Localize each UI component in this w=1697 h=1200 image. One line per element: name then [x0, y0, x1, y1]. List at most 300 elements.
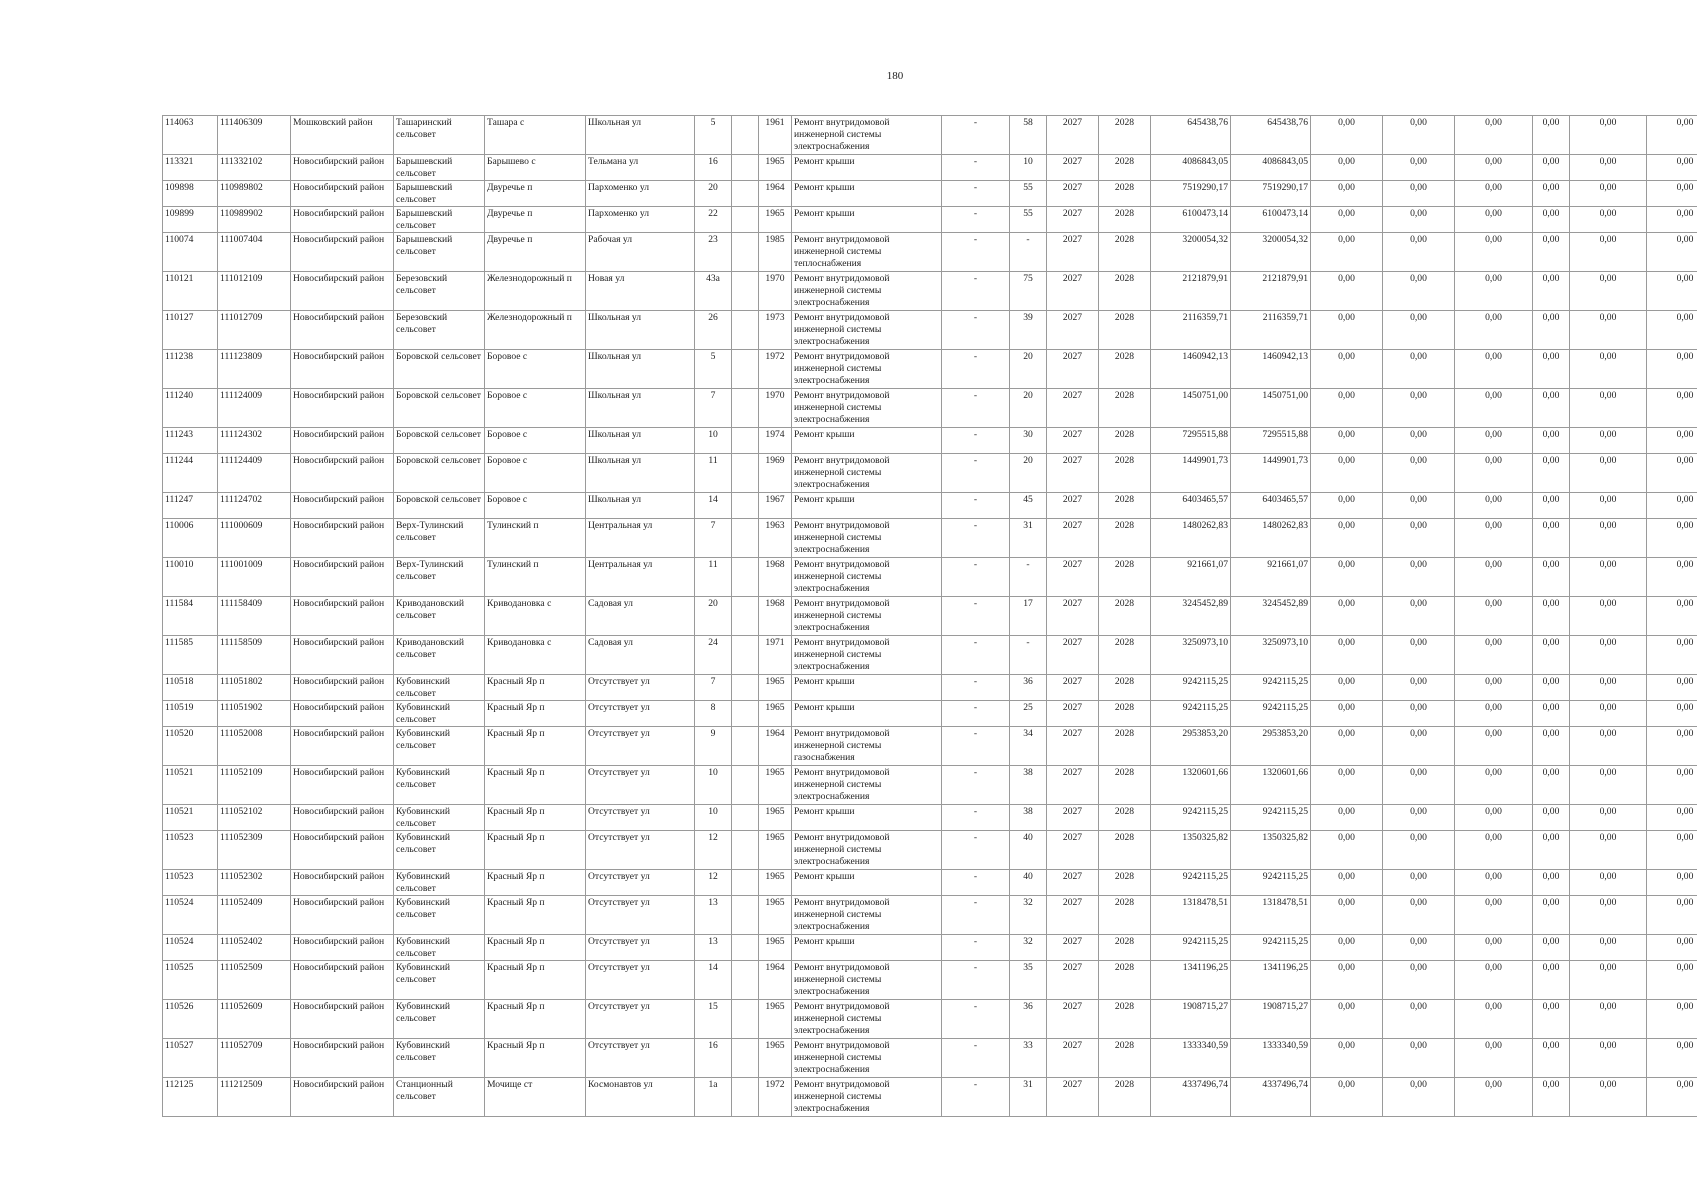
municipality-cell: Криводановский сельсовет: [394, 597, 485, 636]
cost-zero-4-cell: 0,00: [1533, 701, 1570, 727]
cost-zero-5-cell: 0,00: [1570, 831, 1647, 870]
cost-zero-3-cell: 0,00: [1455, 597, 1533, 636]
fund-cost-cell: 7519290,17: [1231, 181, 1311, 207]
cost-zero-5-cell: 0,00: [1570, 272, 1647, 311]
cost-zero-2-cell: 0,00: [1383, 1078, 1455, 1117]
build-year-cell: 1964: [759, 727, 792, 766]
cost-zero-1-cell: 0,00: [1311, 1000, 1383, 1039]
cost-zero-2-cell: 0,00: [1383, 519, 1455, 558]
cost-zero-3-cell: 0,00: [1455, 831, 1533, 870]
cost-zero-6-cell: 0,00: [1647, 311, 1697, 350]
municipality-cell: Криводановский сельсовет: [394, 636, 485, 675]
build-year-cell: 1971: [759, 636, 792, 675]
cost-zero-3-cell: 0,00: [1455, 493, 1533, 519]
municipality-cell: Кубовинский сельсовет: [394, 870, 485, 896]
work-type-cell: Ремонт внутридомовой инженерной системы электроснабжения: [792, 766, 942, 805]
house-code-cell: 111158509: [218, 636, 291, 675]
cost-zero-5-cell: 0,00: [1570, 935, 1647, 961]
street-cell: Отсутствует ул: [586, 961, 695, 1000]
table-row: [163, 597, 1697, 636]
building-cell: [732, 428, 759, 454]
total-cost-cell: 6100473,14: [1151, 207, 1231, 233]
cost-zero-6-cell: 0,00: [1647, 389, 1697, 428]
fund-cost-cell: 2121879,91: [1231, 272, 1311, 311]
table-row: [163, 350, 1697, 389]
cost-zero-2-cell: 0,00: [1383, 636, 1455, 675]
house-code-cell: 111012709: [218, 311, 291, 350]
dash-cell-cell: -: [942, 766, 1010, 805]
cost-zero-4-cell: 0,00: [1533, 805, 1570, 831]
work-type-cell: Ремонт крыши: [792, 155, 942, 181]
total-cost-cell: 1460942,13: [1151, 350, 1231, 389]
build-year-cell: 1985: [759, 233, 792, 272]
dash-cell-cell: -: [942, 870, 1010, 896]
build-year-cell: 1965: [759, 766, 792, 805]
apartments-cell: 33: [1010, 1039, 1047, 1078]
building-cell: [732, 1000, 759, 1039]
cost-zero-1-cell: 0,00: [1311, 961, 1383, 1000]
table-row: [163, 272, 1697, 311]
street-cell: Садовая ул: [586, 597, 695, 636]
settlement-cell: Боровое с: [485, 389, 586, 428]
cost-zero-4-cell: 0,00: [1533, 350, 1570, 389]
cost-zero-5-cell: 0,00: [1570, 870, 1647, 896]
build-year-cell: 1965: [759, 896, 792, 935]
end-year-cell: 2028: [1099, 454, 1151, 493]
object-id-cell: 109899: [163, 207, 218, 233]
municipality-cell: Кубовинский сельсовет: [394, 1039, 485, 1078]
municipality-cell: Березовский сельсовет: [394, 311, 485, 350]
page-number: 180: [886, 70, 904, 82]
building-cell: [732, 311, 759, 350]
settlement-cell: Барышево с: [485, 155, 586, 181]
cost-zero-1-cell: 0,00: [1311, 454, 1383, 493]
end-year-cell: 2028: [1099, 675, 1151, 701]
cost-zero-5-cell: 0,00: [1570, 675, 1647, 701]
cost-zero-6-cell: 0,00: [1647, 636, 1697, 675]
street-cell: Школьная ул: [586, 389, 695, 428]
house-code-cell: 111212509: [218, 1078, 291, 1117]
dash-cell-cell: -: [942, 519, 1010, 558]
house-number-cell: 15: [695, 1000, 732, 1039]
house-code-cell: 111158409: [218, 597, 291, 636]
house-code-cell: 111000609: [218, 519, 291, 558]
cost-zero-1-cell: 0,00: [1311, 116, 1383, 155]
work-type-cell: Ремонт внутридомовой инженерной системы электроснабжения: [792, 597, 942, 636]
cost-zero-4-cell: 0,00: [1533, 1039, 1570, 1078]
district-cell: Новосибирский район: [291, 675, 394, 701]
settlement-cell: Боровое с: [485, 428, 586, 454]
district-cell: Новосибирский район: [291, 311, 394, 350]
build-year-cell: 1965: [759, 207, 792, 233]
object-id-cell: 110524: [163, 896, 218, 935]
build-year-cell: 1965: [759, 935, 792, 961]
table-row: [163, 519, 1697, 558]
house-code-cell: 111007404: [218, 233, 291, 272]
total-cost-cell: 9242115,25: [1151, 870, 1231, 896]
apartments-cell: 20: [1010, 454, 1047, 493]
municipality-cell: Кубовинский сельсовет: [394, 896, 485, 935]
apartments-cell: 25: [1010, 701, 1047, 727]
object-id-cell: 110010: [163, 558, 218, 597]
dash-cell-cell: -: [942, 493, 1010, 519]
end-year-cell: 2028: [1099, 636, 1151, 675]
end-year-cell: 2028: [1099, 597, 1151, 636]
start-year-cell: 2027: [1047, 207, 1099, 233]
house-number-cell: 14: [695, 961, 732, 1000]
end-year-cell: 2028: [1099, 233, 1151, 272]
object-id-cell: 111585: [163, 636, 218, 675]
total-cost-cell: 921661,07: [1151, 558, 1231, 597]
cost-zero-5-cell: 0,00: [1570, 181, 1647, 207]
object-id-cell: 110521: [163, 805, 218, 831]
cost-zero-6-cell: 0,00: [1647, 1000, 1697, 1039]
house-number-cell: 20: [695, 181, 732, 207]
cost-zero-1-cell: 0,00: [1311, 636, 1383, 675]
cost-zero-4-cell: 0,00: [1533, 766, 1570, 805]
dash-cell-cell: -: [942, 896, 1010, 935]
settlement-cell: Красный Яр п: [485, 1039, 586, 1078]
object-id-cell: 110006: [163, 519, 218, 558]
cost-zero-6-cell: 0,00: [1647, 1039, 1697, 1078]
fund-cost-cell: 9242115,25: [1231, 701, 1311, 727]
work-type-cell: Ремонт крыши: [792, 428, 942, 454]
cost-zero-2-cell: 0,00: [1383, 493, 1455, 519]
total-cost-cell: 2121879,91: [1151, 272, 1231, 311]
dash-cell-cell: -: [942, 1000, 1010, 1039]
work-type-cell: Ремонт крыши: [792, 493, 942, 519]
house-code-cell: 111052309: [218, 831, 291, 870]
cost-zero-6-cell: 0,00: [1647, 428, 1697, 454]
building-cell: [732, 896, 759, 935]
cost-zero-5-cell: 0,00: [1570, 454, 1647, 493]
cost-zero-4-cell: 0,00: [1533, 597, 1570, 636]
municipality-cell: Боровской сельсовет: [394, 350, 485, 389]
cost-zero-5-cell: 0,00: [1570, 961, 1647, 1000]
dash-cell-cell: -: [942, 636, 1010, 675]
cost-zero-1-cell: 0,00: [1311, 896, 1383, 935]
district-cell: Новосибирский район: [291, 233, 394, 272]
dash-cell-cell: -: [942, 675, 1010, 701]
cost-zero-3-cell: 0,00: [1455, 1000, 1533, 1039]
house-number-cell: 20: [695, 597, 732, 636]
cost-zero-6-cell: 0,00: [1647, 1078, 1697, 1117]
house-number-cell: 5: [695, 116, 732, 155]
start-year-cell: 2027: [1047, 233, 1099, 272]
object-id-cell: 110127: [163, 311, 218, 350]
district-cell: Новосибирский район: [291, 805, 394, 831]
work-type-cell: Ремонт внутридомовой инженерной системы теплоснабжения: [792, 233, 942, 272]
start-year-cell: 2027: [1047, 493, 1099, 519]
start-year-cell: 2027: [1047, 961, 1099, 1000]
table-row: [163, 454, 1697, 493]
fund-cost-cell: 921661,07: [1231, 558, 1311, 597]
end-year-cell: 2028: [1099, 727, 1151, 766]
total-cost-cell: 1350325,82: [1151, 831, 1231, 870]
object-id-cell: 111243: [163, 428, 218, 454]
street-cell: Отсутствует ул: [586, 870, 695, 896]
cost-zero-3-cell: 0,00: [1455, 428, 1533, 454]
table-row: [163, 701, 1697, 727]
cost-zero-2-cell: 0,00: [1383, 428, 1455, 454]
apartments-cell: 34: [1010, 727, 1047, 766]
work-type-cell: Ремонт внутридомовой инженерной системы электроснабжения: [792, 116, 942, 155]
fund-cost-cell: 3245452,89: [1231, 597, 1311, 636]
cost-zero-3-cell: 0,00: [1455, 116, 1533, 155]
end-year-cell: 2028: [1099, 805, 1151, 831]
cost-zero-4-cell: 0,00: [1533, 181, 1570, 207]
municipality-cell: Барышевский сельсовет: [394, 181, 485, 207]
start-year-cell: 2027: [1047, 428, 1099, 454]
settlement-cell: Двуречье п: [485, 233, 586, 272]
district-cell: Новосибирский район: [291, 766, 394, 805]
fund-cost-cell: 1333340,59: [1231, 1039, 1311, 1078]
cost-zero-1-cell: 0,00: [1311, 181, 1383, 207]
building-cell: [732, 558, 759, 597]
apartments-cell: 31: [1010, 519, 1047, 558]
end-year-cell: 2028: [1099, 155, 1151, 181]
dash-cell-cell: -: [942, 597, 1010, 636]
fund-cost-cell: 1320601,66: [1231, 766, 1311, 805]
cost-zero-5-cell: 0,00: [1570, 207, 1647, 233]
end-year-cell: 2028: [1099, 493, 1151, 519]
total-cost-cell: 9242115,25: [1151, 675, 1231, 701]
cost-zero-3-cell: 0,00: [1455, 935, 1533, 961]
cost-zero-1-cell: 0,00: [1311, 675, 1383, 701]
total-cost-cell: 4337496,74: [1151, 1078, 1231, 1117]
street-cell: Космонавтов ул: [586, 1078, 695, 1117]
object-id-cell: 110520: [163, 727, 218, 766]
house-number-cell: 7: [695, 519, 732, 558]
street-cell: Школьная ул: [586, 116, 695, 155]
apartments-cell: 39: [1010, 311, 1047, 350]
cost-zero-3-cell: 0,00: [1455, 1039, 1533, 1078]
table-row: [163, 311, 1697, 350]
cost-zero-5-cell: 0,00: [1570, 1039, 1647, 1078]
start-year-cell: 2027: [1047, 675, 1099, 701]
work-type-cell: Ремонт внутридомовой инженерной системы электроснабжения: [792, 1039, 942, 1078]
build-year-cell: 1965: [759, 870, 792, 896]
object-id-cell: 110523: [163, 870, 218, 896]
district-cell: Новосибирский район: [291, 181, 394, 207]
table-row: [163, 1000, 1697, 1039]
table-row: [163, 766, 1697, 805]
cost-zero-5-cell: 0,00: [1570, 701, 1647, 727]
building-cell: [732, 935, 759, 961]
building-cell: [732, 675, 759, 701]
total-cost-cell: 6403465,57: [1151, 493, 1231, 519]
cost-zero-1-cell: 0,00: [1311, 311, 1383, 350]
district-cell: Новосибирский район: [291, 1000, 394, 1039]
building-cell: [732, 350, 759, 389]
end-year-cell: 2028: [1099, 961, 1151, 1000]
end-year-cell: 2028: [1099, 519, 1151, 558]
start-year-cell: 2027: [1047, 636, 1099, 675]
municipality-cell: Верх-Тулинский сельсовет: [394, 519, 485, 558]
house-code-cell: 111001009: [218, 558, 291, 597]
cost-zero-2-cell: 0,00: [1383, 389, 1455, 428]
object-id-cell: 110525: [163, 961, 218, 1000]
street-cell: Пархоменко ул: [586, 181, 695, 207]
building-cell: [732, 766, 759, 805]
apartments-cell: 35: [1010, 961, 1047, 1000]
cost-zero-5-cell: 0,00: [1570, 1078, 1647, 1117]
object-id-cell: 110526: [163, 1000, 218, 1039]
dash-cell-cell: -: [942, 935, 1010, 961]
table-row: [163, 389, 1697, 428]
end-year-cell: 2028: [1099, 272, 1151, 311]
table-row: [163, 727, 1697, 766]
building-cell: [732, 233, 759, 272]
cost-zero-5-cell: 0,00: [1570, 727, 1647, 766]
cost-zero-4-cell: 0,00: [1533, 207, 1570, 233]
apartments-cell: 55: [1010, 207, 1047, 233]
end-year-cell: 2028: [1099, 1000, 1151, 1039]
cost-zero-4-cell: 0,00: [1533, 155, 1570, 181]
district-cell: Новосибирский район: [291, 558, 394, 597]
cost-zero-6-cell: 0,00: [1647, 831, 1697, 870]
object-id-cell: 110523: [163, 831, 218, 870]
cost-zero-4-cell: 0,00: [1533, 519, 1570, 558]
cost-zero-1-cell: 0,00: [1311, 389, 1383, 428]
table-row: [163, 1078, 1697, 1117]
cost-zero-3-cell: 0,00: [1455, 766, 1533, 805]
apartments-cell: -: [1010, 558, 1047, 597]
dash-cell-cell: -: [942, 961, 1010, 1000]
build-year-cell: 1963: [759, 519, 792, 558]
street-cell: Отсутствует ул: [586, 727, 695, 766]
house-code-cell: 111052402: [218, 935, 291, 961]
build-year-cell: 1968: [759, 597, 792, 636]
cost-zero-3-cell: 0,00: [1455, 558, 1533, 597]
fund-cost-cell: 6100473,14: [1231, 207, 1311, 233]
cost-zero-3-cell: 0,00: [1455, 805, 1533, 831]
house-number-cell: 14: [695, 493, 732, 519]
fund-cost-cell: 9242115,25: [1231, 675, 1311, 701]
municipality-cell: Барышевский сельсовет: [394, 233, 485, 272]
table-row: [163, 493, 1697, 519]
object-id-cell: 111244: [163, 454, 218, 493]
settlement-cell: Боровое с: [485, 493, 586, 519]
cost-zero-1-cell: 0,00: [1311, 831, 1383, 870]
house-code-cell: 111052102: [218, 805, 291, 831]
house-code-cell: 111052609: [218, 1000, 291, 1039]
district-cell: Новосибирский район: [291, 961, 394, 1000]
district-cell: Новосибирский район: [291, 701, 394, 727]
street-cell: Школьная ул: [586, 454, 695, 493]
end-year-cell: 2028: [1099, 701, 1151, 727]
object-id-cell: 110524: [163, 935, 218, 961]
building-cell: [732, 207, 759, 233]
cost-zero-6-cell: 0,00: [1647, 519, 1697, 558]
cost-zero-2-cell: 0,00: [1383, 727, 1455, 766]
municipality-cell: Барышевский сельсовет: [394, 155, 485, 181]
cost-zero-1-cell: 0,00: [1311, 701, 1383, 727]
table-row: [163, 935, 1697, 961]
total-cost-cell: 3245452,89: [1151, 597, 1231, 636]
house-code-cell: 111051902: [218, 701, 291, 727]
street-cell: Пархоменко ул: [586, 207, 695, 233]
table-row: [163, 805, 1697, 831]
work-type-cell: Ремонт внутридомовой инженерной системы электроснабжения: [792, 389, 942, 428]
apartments-cell: 30: [1010, 428, 1047, 454]
start-year-cell: 2027: [1047, 597, 1099, 636]
total-cost-cell: 1450751,00: [1151, 389, 1231, 428]
end-year-cell: 2028: [1099, 558, 1151, 597]
dash-cell-cell: -: [942, 805, 1010, 831]
dash-cell-cell: -: [942, 155, 1010, 181]
start-year-cell: 2027: [1047, 116, 1099, 155]
cost-zero-1-cell: 0,00: [1311, 1078, 1383, 1117]
cost-zero-5-cell: 0,00: [1570, 389, 1647, 428]
object-id-cell: 112125: [163, 1078, 218, 1117]
district-cell: Новосибирский район: [291, 1039, 394, 1078]
apartments-cell: 38: [1010, 805, 1047, 831]
work-type-cell: Ремонт крыши: [792, 181, 942, 207]
cost-zero-6-cell: 0,00: [1647, 207, 1697, 233]
start-year-cell: 2027: [1047, 311, 1099, 350]
work-type-cell: Ремонт крыши: [792, 805, 942, 831]
dash-cell-cell: -: [942, 233, 1010, 272]
cost-zero-1-cell: 0,00: [1311, 233, 1383, 272]
cost-zero-1-cell: 0,00: [1311, 597, 1383, 636]
street-cell: Центральная ул: [586, 558, 695, 597]
district-cell: Новосибирский район: [291, 207, 394, 233]
cost-zero-4-cell: 0,00: [1533, 558, 1570, 597]
building-cell: [732, 597, 759, 636]
house-number-cell: 7: [695, 389, 732, 428]
house-number-cell: 13: [695, 935, 732, 961]
object-id-cell: 110519: [163, 701, 218, 727]
cost-zero-5-cell: 0,00: [1570, 116, 1647, 155]
municipality-cell: Станционный сельсовет: [394, 1078, 485, 1117]
total-cost-cell: 1318478,51: [1151, 896, 1231, 935]
apartments-cell: 20: [1010, 350, 1047, 389]
cost-zero-2-cell: 0,00: [1383, 181, 1455, 207]
cost-zero-3-cell: 0,00: [1455, 727, 1533, 766]
dash-cell-cell: -: [942, 428, 1010, 454]
start-year-cell: 2027: [1047, 1000, 1099, 1039]
cost-zero-5-cell: 0,00: [1570, 233, 1647, 272]
build-year-cell: 1972: [759, 1078, 792, 1117]
settlement-cell: Ташара с: [485, 116, 586, 155]
dash-cell-cell: -: [942, 1039, 1010, 1078]
settlement-cell: Железнодорожный п: [485, 311, 586, 350]
settlement-cell: Красный Яр п: [485, 727, 586, 766]
dash-cell-cell: -: [942, 454, 1010, 493]
work-type-cell: Ремонт крыши: [792, 207, 942, 233]
object-id-cell: 111247: [163, 493, 218, 519]
building-cell: [732, 831, 759, 870]
end-year-cell: 2028: [1099, 1039, 1151, 1078]
cost-zero-3-cell: 0,00: [1455, 701, 1533, 727]
build-year-cell: 1965: [759, 1039, 792, 1078]
building-cell: [732, 1078, 759, 1117]
end-year-cell: 2028: [1099, 389, 1151, 428]
total-cost-cell: 1320601,66: [1151, 766, 1231, 805]
district-cell: Новосибирский район: [291, 831, 394, 870]
cost-zero-1-cell: 0,00: [1311, 272, 1383, 311]
dash-cell-cell: -: [942, 1078, 1010, 1117]
end-year-cell: 2028: [1099, 207, 1151, 233]
cost-zero-6-cell: 0,00: [1647, 675, 1697, 701]
build-year-cell: 1965: [759, 701, 792, 727]
cost-zero-6-cell: 0,00: [1647, 727, 1697, 766]
work-type-cell: Ремонт внутридомовой инженерной системы электроснабжения: [792, 350, 942, 389]
settlement-cell: Двуречье п: [485, 207, 586, 233]
house-code-cell: 111052302: [218, 870, 291, 896]
work-type-cell: Ремонт крыши: [792, 935, 942, 961]
